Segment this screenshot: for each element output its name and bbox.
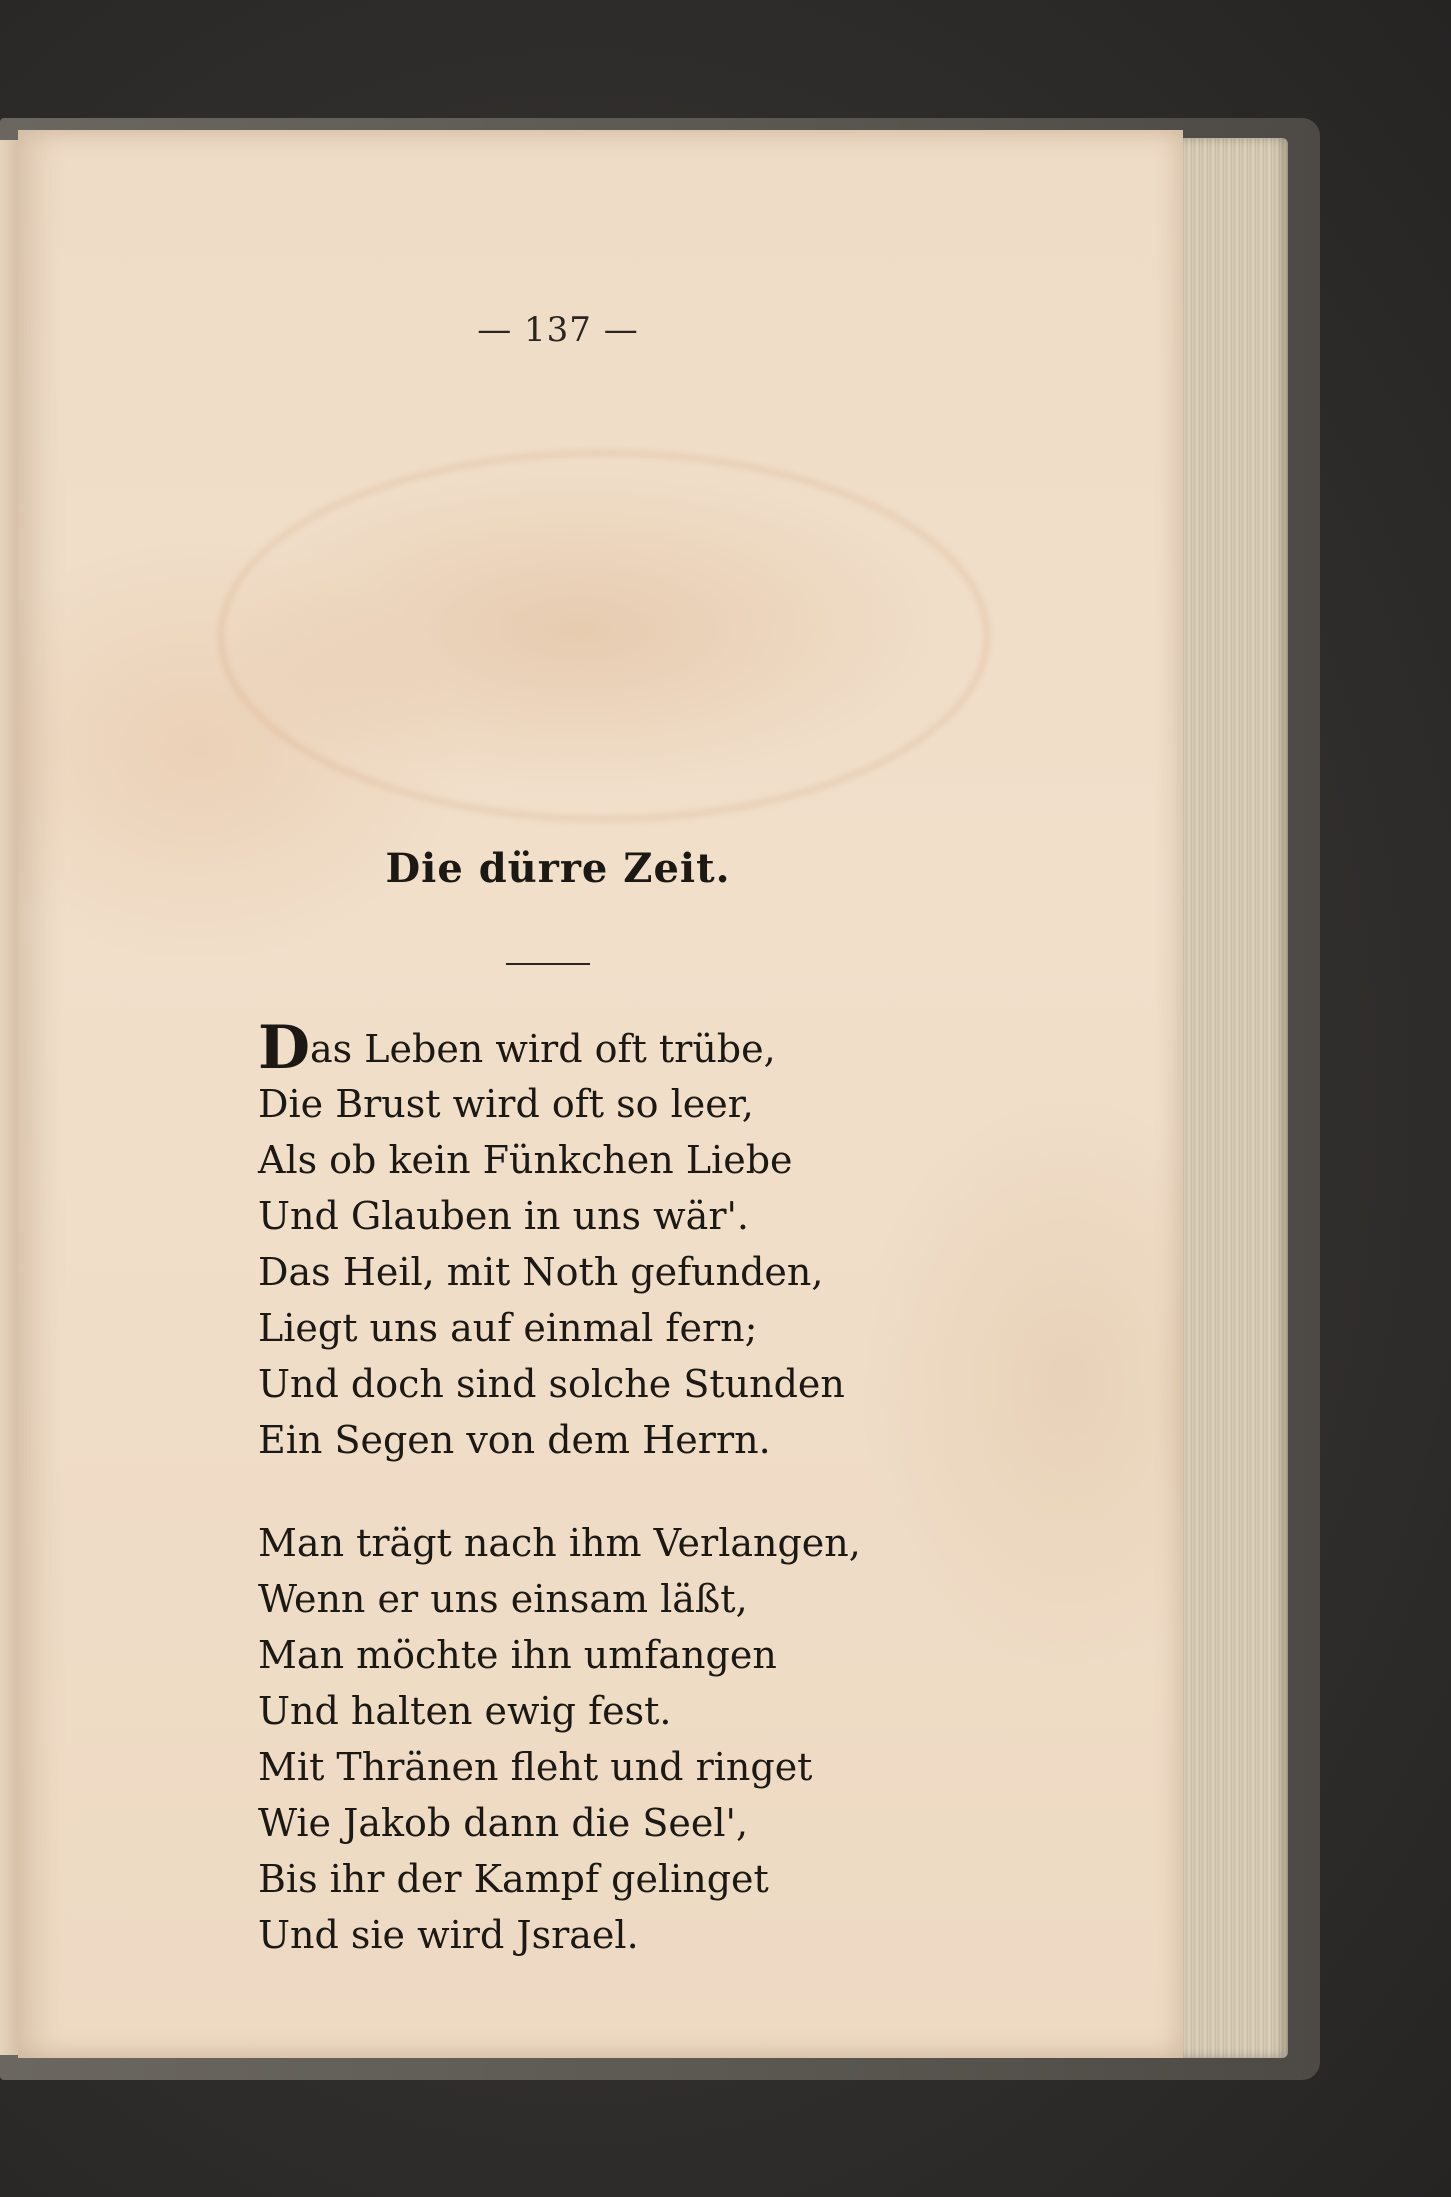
stanza-2 [258, 1515, 908, 1963]
verse-line: Und halten ewig fest. [258, 1689, 672, 1733]
page-number: — 137 — [477, 310, 639, 350]
page-edges [1168, 138, 1288, 2058]
verse-line-text: as Leben wird oft trübe, [310, 1027, 776, 1071]
verse-line: Man trägt nach ihm Verlangen, [258, 1521, 861, 1565]
verse-line: Mit Thränen fleht und ringet [258, 1745, 813, 1789]
verse-line: Liegt uns auf einmal fern; [258, 1306, 758, 1350]
drop-cap: D [258, 1013, 311, 1083]
verse-line: Bis ihr der Kampf gelinget [258, 1857, 769, 1901]
verse-line: Wenn er uns einsam läßt, [258, 1577, 748, 1621]
book-page [18, 130, 1183, 2058]
verse-line: Und Glauben in uns wär'. [258, 1194, 750, 1238]
verse-line: Man möchte ihn umfangen [258, 1633, 777, 1677]
verse-line: Und sie wird Jsrael. [258, 1913, 639, 1957]
verse-line: Als ob kein Fünkchen Liebe [258, 1138, 793, 1182]
verse-line: Die Brust wird oft so leer, [258, 1082, 754, 1126]
left-page-edge [0, 140, 19, 2055]
verse-line: Das Heil, mit Noth gefunden, [258, 1250, 824, 1294]
verse-line: Und doch sind solche Stunden [258, 1362, 845, 1406]
title-divider [506, 963, 590, 965]
verse-line: Ein Segen von dem Herrn. [258, 1418, 771, 1462]
poem-title: Die dürre Zeit. [385, 845, 731, 892]
verse-line [258, 1013, 908, 1083]
verse-line: Wie Jakob dann die Seel', [258, 1801, 749, 1845]
stanza-1 [258, 1013, 908, 1468]
